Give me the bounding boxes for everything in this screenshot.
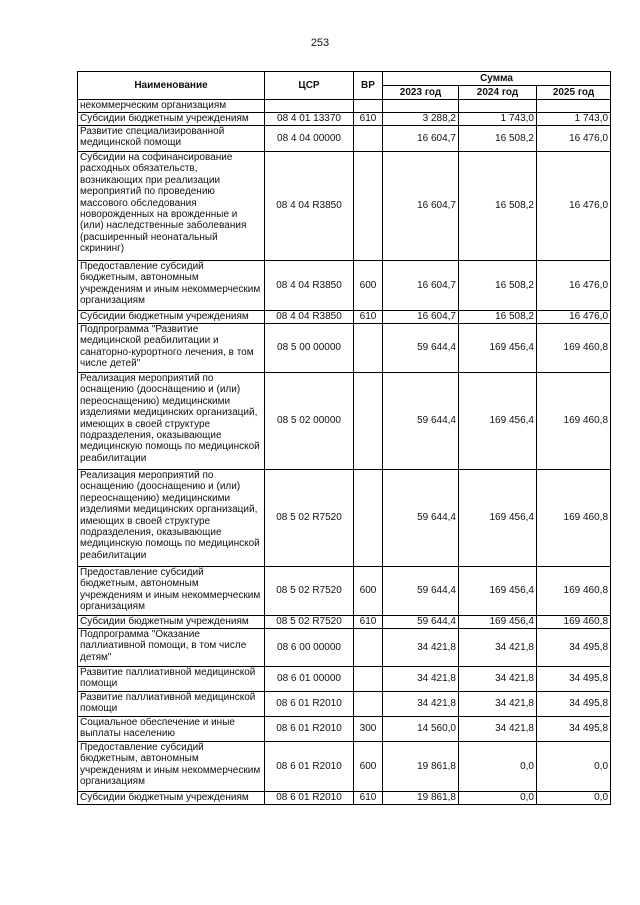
row-amount-2025: 16 476,0 [537,152,611,261]
row-amount-2023: 16 604,7 [383,261,459,311]
row-name-cell: Субсидии бюджетным учреждениям [78,792,265,805]
table-row [78,373,611,470]
row-amount-2025: 169 460,8 [537,470,611,567]
row-amount-2025: 0,0 [537,742,611,792]
row-amount-2025: 34 495,8 [537,629,611,667]
row-amount-2024: 169 456,4 [459,567,537,616]
row-name-cell: Социальное обеспечение и иные выплаты населению [78,717,265,742]
row-amount-2023: 59 644,4 [383,470,459,567]
row-amount-2023: 3 288,2 [383,113,459,126]
row-amount-2025: 169 460,8 [537,616,611,629]
row-amount-2023 [383,100,459,113]
row-amount-2025: 169 460,8 [537,324,611,373]
row-amount-2023: 59 644,4 [383,324,459,373]
table-row [78,126,611,152]
row-amount-2024: 34 421,8 [459,667,537,692]
table-row [78,470,611,567]
page-number: 253 [310,37,330,49]
row-amount-2023: 16 604,7 [383,126,459,152]
table-row [78,629,611,667]
table-row [78,152,611,261]
row-vr-cell [354,324,383,373]
row-amount-2023: 16 604,7 [383,152,459,261]
row-name-cell: Развитие паллиативной медицинской помощи [78,692,265,717]
budget-table [77,71,611,805]
row-amount-2023: 34 421,8 [383,692,459,717]
row-csr-cell: 08 4 04 00000 [265,126,354,152]
row-name-cell: Субсидии бюджетным учреждениям [78,113,265,126]
header-year-2025: 2025 год [537,86,611,100]
row-amount-2025: 34 495,8 [537,717,611,742]
table-row [78,692,611,717]
table-row [78,311,611,324]
row-amount-2025: 34 495,8 [537,667,611,692]
row-amount-2024: 16 508,2 [459,311,537,324]
row-amount-2023: 59 644,4 [383,567,459,616]
row-csr-cell: 08 5 00 00000 [265,324,354,373]
row-amount-2023: 34 421,8 [383,629,459,667]
row-csr-cell: 08 6 01 00000 [265,667,354,692]
row-amount-2024: 34 421,8 [459,629,537,667]
row-name-cell: Субсидии бюджетным учреждениям [78,311,265,324]
row-amount-2025: 1 743,0 [537,113,611,126]
header-year-2023: 2023 год [383,86,459,100]
row-csr-cell: 08 6 01 R2010 [265,692,354,717]
row-amount-2023: 34 421,8 [383,667,459,692]
row-amount-2025: 16 476,0 [537,126,611,152]
row-amount-2024: 34 421,8 [459,692,537,717]
header-vr: ВР [354,72,383,100]
header-name: Наименование [78,72,265,100]
row-csr-cell: 08 5 02 00000 [265,373,354,470]
row-vr-cell [354,629,383,667]
row-csr-cell: 08 4 01 13370 [265,113,354,126]
row-vr-cell [354,100,383,113]
row-name-cell: некоммерческим организациям [78,100,265,113]
row-amount-2024: 0,0 [459,792,537,805]
table-row [78,717,611,742]
row-vr-cell: 610 [354,792,383,805]
row-vr-cell [354,152,383,261]
table-row [78,667,611,692]
table-row [78,616,611,629]
table-row [78,567,611,616]
row-amount-2024: 169 456,4 [459,616,537,629]
row-amount-2024: 16 508,2 [459,261,537,311]
row-csr-cell: 08 5 02 R7520 [265,470,354,567]
row-amount-2024: 0,0 [459,742,537,792]
row-name-cell: Развитие специализированной медицинской помощи [78,126,265,152]
row-amount-2025: 0,0 [537,792,611,805]
row-csr-cell: 08 4 04 R3850 [265,152,354,261]
row-name-cell: Предоставление субсидий бюджетным, автономным учреждениям и иным некоммерческим организациям [78,567,265,616]
row-amount-2025: 34 495,8 [537,692,611,717]
row-amount-2023: 14 560,0 [383,717,459,742]
row-amount-2024: 1 743,0 [459,113,537,126]
row-vr-cell: 610 [354,311,383,324]
row-vr-cell [354,373,383,470]
row-amount-2024 [459,100,537,113]
row-vr-cell [354,470,383,567]
row-vr-cell: 600 [354,261,383,311]
row-vr-cell: 600 [354,742,383,792]
row-amount-2023: 59 644,4 [383,616,459,629]
row-amount-2025: 169 460,8 [537,567,611,616]
row-amount-2025: 169 460,8 [537,373,611,470]
row-amount-2025 [537,100,611,113]
row-amount-2023: 19 861,8 [383,742,459,792]
row-amount-2023: 19 861,8 [383,792,459,805]
row-amount-2024: 169 456,4 [459,324,537,373]
table-row [78,100,611,113]
header-sum: Сумма [383,72,611,86]
row-name-cell: Реализация мероприятий по оснащению (дооснащению и (или) переоснащению) медицинскими изделиями медицинских организаций, имеющих в своей структуре подразделения, оказывающие медицинскую помощь по медицинской реабилитации [78,373,265,470]
row-amount-2025: 16 476,0 [537,261,611,311]
row-name-cell: Реализация мероприятий по оснащению (дооснащению и (или) переоснащению) медицинскими изделиями медицинских организаций, имеющих в своей структуре подразделения, оказывающие медицинскую помощь по медицинской реабилитации [78,470,265,567]
table-row [78,792,611,805]
row-name-cell: Субсидии бюджетным учреждениям [78,616,265,629]
row-name-cell: Предоставление субсидий бюджетным, автономным учреждениям и иным некоммерческим организациям [78,742,265,792]
row-amount-2023: 16 604,7 [383,311,459,324]
row-name-cell: Подпрограмма "Оказание паллиативной помощи, в том числе детям" [78,629,265,667]
row-name-cell: Субсидии на софинансирование расходных обязательств, возникающих при реализации мероприятий по проведению массового обследования новорожденных на врожденные и (или) наследственные заболевания (расширенный неонатальный скрининг) [78,152,265,261]
row-csr-cell: 08 6 01 R2010 [265,742,354,792]
row-vr-cell [354,667,383,692]
row-csr-cell: 08 5 02 R7520 [265,616,354,629]
row-vr-cell: 600 [354,567,383,616]
header-csr: ЦСР [265,72,354,100]
row-vr-cell: 300 [354,717,383,742]
row-csr-cell: 08 6 00 00000 [265,629,354,667]
row-amount-2024: 16 508,2 [459,152,537,261]
table-row [78,324,611,373]
row-amount-2024: 34 421,8 [459,717,537,742]
row-csr-cell: 08 4 04 R3850 [265,311,354,324]
row-csr-cell [265,100,354,113]
row-vr-cell [354,692,383,717]
row-amount-2023: 59 644,4 [383,373,459,470]
row-vr-cell: 610 [354,113,383,126]
row-vr-cell: 610 [354,616,383,629]
row-vr-cell [354,126,383,152]
table-body [78,100,611,805]
row-amount-2024: 169 456,4 [459,373,537,470]
row-csr-cell: 08 6 01 R2010 [265,717,354,742]
row-name-cell: Развитие паллиативной медицинской помощи [78,667,265,692]
row-name-cell: Подпрограмма "Развитие медицинской реабилитации и санаторно-курортного лечения, в том числе детей" [78,324,265,373]
row-csr-cell: 08 6 01 R2010 [265,792,354,805]
table-row [78,742,611,792]
table-row [78,261,611,311]
row-amount-2024: 16 508,2 [459,126,537,152]
header-row-main [78,72,611,86]
header-year-2024: 2024 год [459,86,537,100]
row-amount-2025: 16 476,0 [537,311,611,324]
row-amount-2024: 169 456,4 [459,470,537,567]
row-csr-cell: 08 4 04 R3850 [265,261,354,311]
row-csr-cell: 08 5 02 R7520 [265,567,354,616]
table-row [78,113,611,126]
row-name-cell: Предоставление субсидий бюджетным, автономным учреждениям и иным некоммерческим организациям [78,261,265,311]
